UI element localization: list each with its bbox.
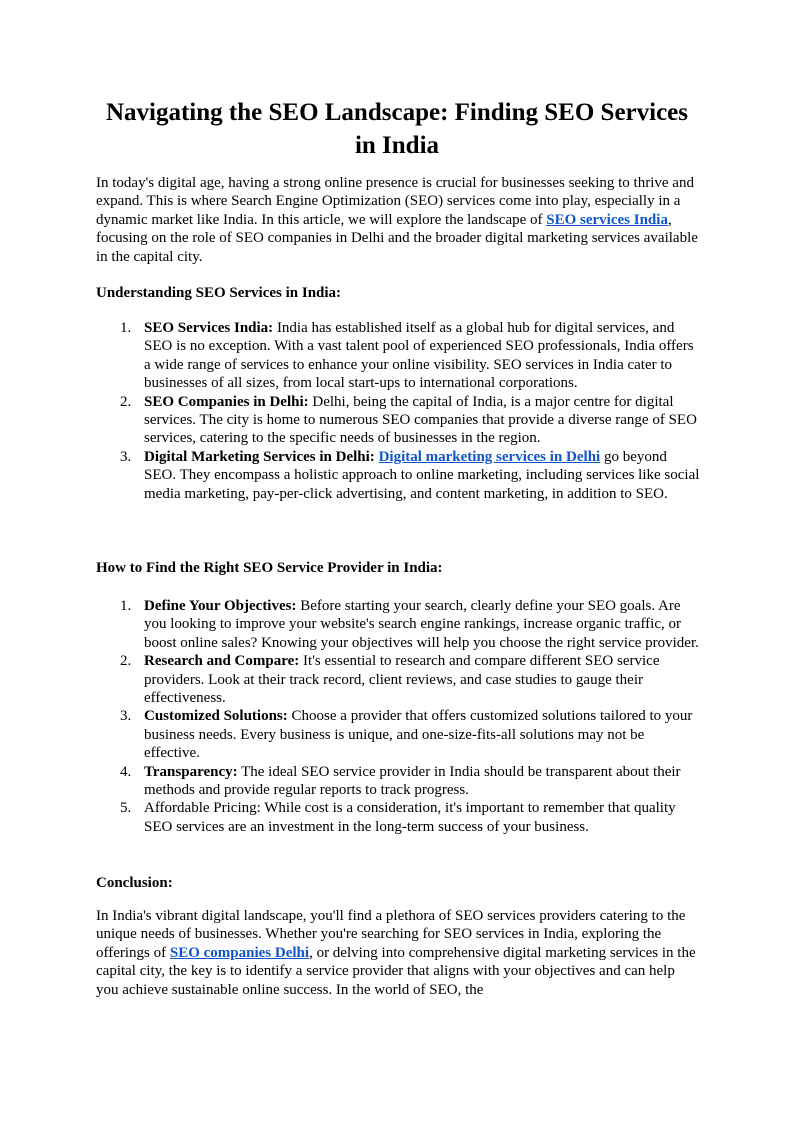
list-item-text: go beyond SEO. They encompass a holistic approach to online marketing, including services like social media marketing, pay-per-click advertising, and content marketing, in addition to SEO.	[144, 448, 700, 502]
list-item-bold-label: Customized Solutions:	[144, 708, 288, 725]
seo-companies-delhi-link[interactable]: SEO companies Delhi	[169, 944, 310, 961]
list-item	[96, 763, 700, 800]
list-item-bold-label: Digital Marketing Services in Delhi:	[144, 448, 375, 465]
list-item-text: Choose a provider that offers customized solutions tailored to your business needs. Every business is unique, and one-size-fits-all solutions may not be effective.	[144, 708, 693, 762]
list-item-bold-label: Define Your Objectives:	[144, 598, 297, 614]
list-item-number: 4.	[120, 763, 132, 780]
list-item-number: 5.	[120, 800, 132, 817]
section-heading-how-to-find: How to Find the Right SEO Service Provider in India:	[96, 560, 443, 576]
intro-text-start: In today's digital age, having a strong online presence is crucial for businesses seeking to thrive and expand. This is where Search Engine Optimization (SEO) services come into play, especially in a dynamic market like India. In this article, we will explore the landscape of	[96, 175, 694, 228]
conclusion-text-start: In India's vibrant digital landscape, you'll find a plethora of SEO services providers catering to the unique needs of businesses. Whether you're searching for SEO services in India, exploring the offerings of	[96, 908, 686, 961]
list-item-number: 2.	[120, 393, 132, 410]
page-title: Navigating the SEO Landscape: Finding SEO Services in India	[105, 99, 689, 159]
understanding-list	[96, 319, 700, 503]
seo-services-india-link[interactable]: SEO services India	[546, 211, 668, 228]
list-item-text: India has established itself as a global hub for digital services, and SEO is no exception. With a vast talent pool of experienced SEO professionals, India offers a wide range of services to enhance your online visibility. SEO services in India cater to businesses of all sizes, from local start-ups to international corporations.	[144, 320, 694, 392]
section-heading-understanding: Understanding SEO Services in India:	[96, 285, 342, 301]
section-heading-conclusion: Conclusion:	[96, 875, 173, 891]
list-item-number: 1.	[120, 320, 132, 336]
digital-marketing-services-delhi-link[interactable]: Digital marketing services in Delhi	[378, 448, 601, 465]
list-item	[96, 448, 700, 503]
list-item-bold-label: SEO Services India:	[144, 320, 274, 336]
list-item	[96, 319, 700, 393]
list-item	[96, 393, 700, 448]
conclusion-text-end: , or delving into comprehensive digital marketing services in the capital city, the key is to identify a service provider that aligns with your objectives and can help you achieve sustainable online success. In the world of SEO, the	[96, 944, 696, 998]
conclusion-paragraph	[96, 907, 700, 999]
list-item-text: Before starting your search, clearly define your SEO goals. Are you looking to improve your website's search engine rankings, increase organic traffic, or boost online sales? Knowing your objectives will help you choose the right service provider.	[144, 598, 699, 651]
list-item	[96, 707, 700, 762]
list-item-text: Affordable Pricing: While cost is a consideration, it's important to remember that quality SEO services are an investment in the long-term success of your business.	[144, 800, 676, 835]
list-item	[96, 597, 700, 652]
list-item-bold-label: Transparency:	[144, 763, 238, 780]
list-item	[96, 652, 700, 707]
list-item-text: Delhi, being the capital of India, is a major centre for digital services. The city is home to numerous SEO companies that provide a diverse range of SEO services, catering to the specific needs of businesses in the region.	[144, 393, 697, 447]
list-item-bold-label: SEO Companies in Delhi:	[144, 393, 309, 410]
list-item-number: 1.	[120, 598, 132, 614]
list-item-text: The ideal SEO service provider in India should be transparent about their methods and provide regular reports to track progress.	[144, 763, 681, 799]
list-item-number: 2.	[120, 653, 132, 670]
list-item-number: 3.	[120, 448, 132, 465]
list-item-text: It's essential to research and compare different SEO service providers. Look at their track record, client reviews, and case studies to gauge their effectiveness.	[144, 653, 660, 707]
how-to-find-list	[96, 597, 700, 836]
intro-text-end: , focusing on the role of SEO companies in Delhi and the broader digital marketing services available in the capital city.	[96, 211, 698, 265]
list-item	[96, 799, 700, 836]
list-item-number: 3.	[120, 708, 132, 725]
intro-paragraph	[96, 174, 700, 266]
list-item-bold-label: Research and Compare:	[144, 653, 300, 670]
